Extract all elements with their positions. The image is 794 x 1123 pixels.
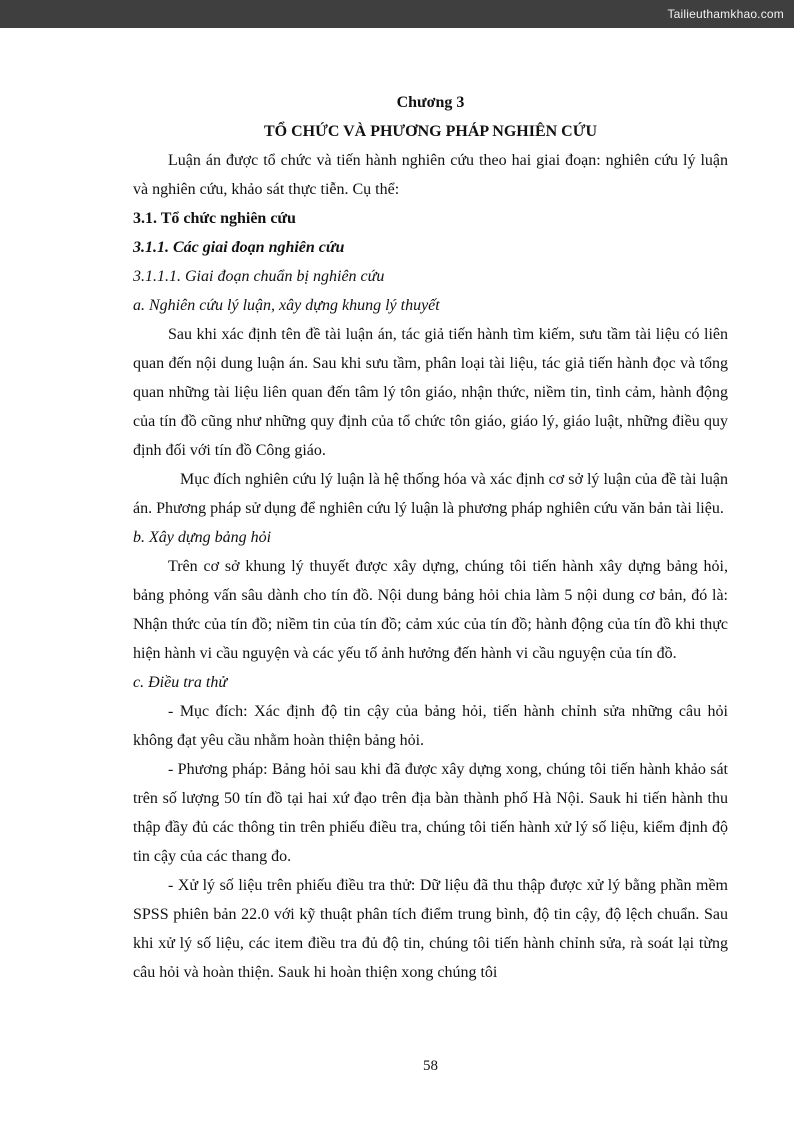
chapter-title: TỔ CHỨC VÀ PHƯƠNG PHÁP NGHIÊN CỨU <box>263 123 598 140</box>
section-heading-3-1: 3.1. Tổ chức nghiên cứu <box>133 210 296 227</box>
section-heading-3-1-1-1: 3.1.1.1. Giai đoạn chuẩn bị nghiên cứu <box>133 268 385 285</box>
subsection-heading-c: c. Điều tra thử <box>133 674 228 691</box>
intro-paragraph: Luận án được tổ chức và tiến hành nghiên cứu theo hai giai đoạn: nghiên cứu lý luận và nghiên cứu, khảo sát thực tiễn. Cụ thể: <box>133 152 728 198</box>
subsection-heading-b: b. Xây dựng bảng hỏi <box>133 529 272 546</box>
paragraph: - Xử lý số liệu trên phiếu điều tra thử: Dữ liệu đã thu thập được xử lý bằng phần mềm SPSS phiên bản 22.0 với kỹ thuật phân tích điểm trung bình, độ tin cậy, độ lệch chuẩn. Sau khi xử lý số liệu, các item điều tra đủ độ tin, chúng tôi tiến hành chỉnh sửa, rà soát lại từng câu hỏi và hoàn thiện. Sauk hi hoàn thiện xong chúng tôi <box>133 877 728 981</box>
top-banner <box>0 0 794 28</box>
paragraph: - Mục đích: Xác định độ tin cậy của bảng hỏi, tiến hành chỉnh sửa những câu hỏi không đạt yêu cầu nhằm hoàn thiện bảng hỏi. <box>133 703 728 749</box>
section-heading-3-1-1: 3.1.1. Các giai đoạn nghiên cứu <box>133 239 345 256</box>
page-number: 58 <box>423 1058 438 1074</box>
subsection-heading-a: a. Nghiên cứu lý luận, xây dựng khung lý thuyết <box>133 297 440 314</box>
paragraph: Mục đích nghiên cứu lý luận là hệ thống hóa và xác định cơ sở lý luận của đề tài luận án. Phương pháp sử dụng để nghiên cứu lý luận là phương pháp nghiên cứu văn bản tài liệu. <box>133 471 728 517</box>
paragraph: Sau khi xác định tên đề tài luận án, tác giả tiến hành tìm kiếm, sưu tầm tài liệu có liên quan đến nội dung luận án. Sau khi sưu tầm, phân loại tài liệu, tác giả tiến hành đọc và tổng quan những tài liệu liên quan đến tâm lý tôn giáo, nhận thức, niềm tin, tình cảm, hành động của tín đồ cũng như những quy định của tổ chức tôn giáo, giáo lý, giáo luật, những điều quy định đối với tín đồ Công giáo. <box>133 326 728 459</box>
paragraph: Trên cơ sở khung lý thuyết được xây dựng, chúng tôi tiến hành xây dựng bảng hỏi, bảng phỏng vấn sâu dành cho tín đồ. Nội dung bảng hỏi chia làm 5 nội dung cơ bản, đó là: Nhận thức của tín đồ; niềm tin của tín đồ; cảm xúc của tín đồ; hành động của tín đồ khi thực hiện hành vi cầu nguyện và các yếu tố ảnh hưởng đến hành vi cầu nguyện của tín đồ. <box>133 558 728 662</box>
chapter-label: Chương 3 <box>396 94 465 111</box>
site-link[interactable]: Tailieuthamkhao.com <box>667 7 784 21</box>
document-page <box>0 28 794 987</box>
paragraph: - Phương pháp: Bảng hỏi sau khi đã được xây dựng xong, chúng tôi tiến hành khảo sát trên số lượng 50 tín đồ tại hai xứ đạo trên địa bàn thành phố Hà Nội. Sauk hi tiến hành thu thập đầy đủ các thông tin trên phiếu điều tra, chúng tôi tiến hành xử lý số liệu, kiểm định độ tin cậy của các thang đo. <box>133 761 728 865</box>
